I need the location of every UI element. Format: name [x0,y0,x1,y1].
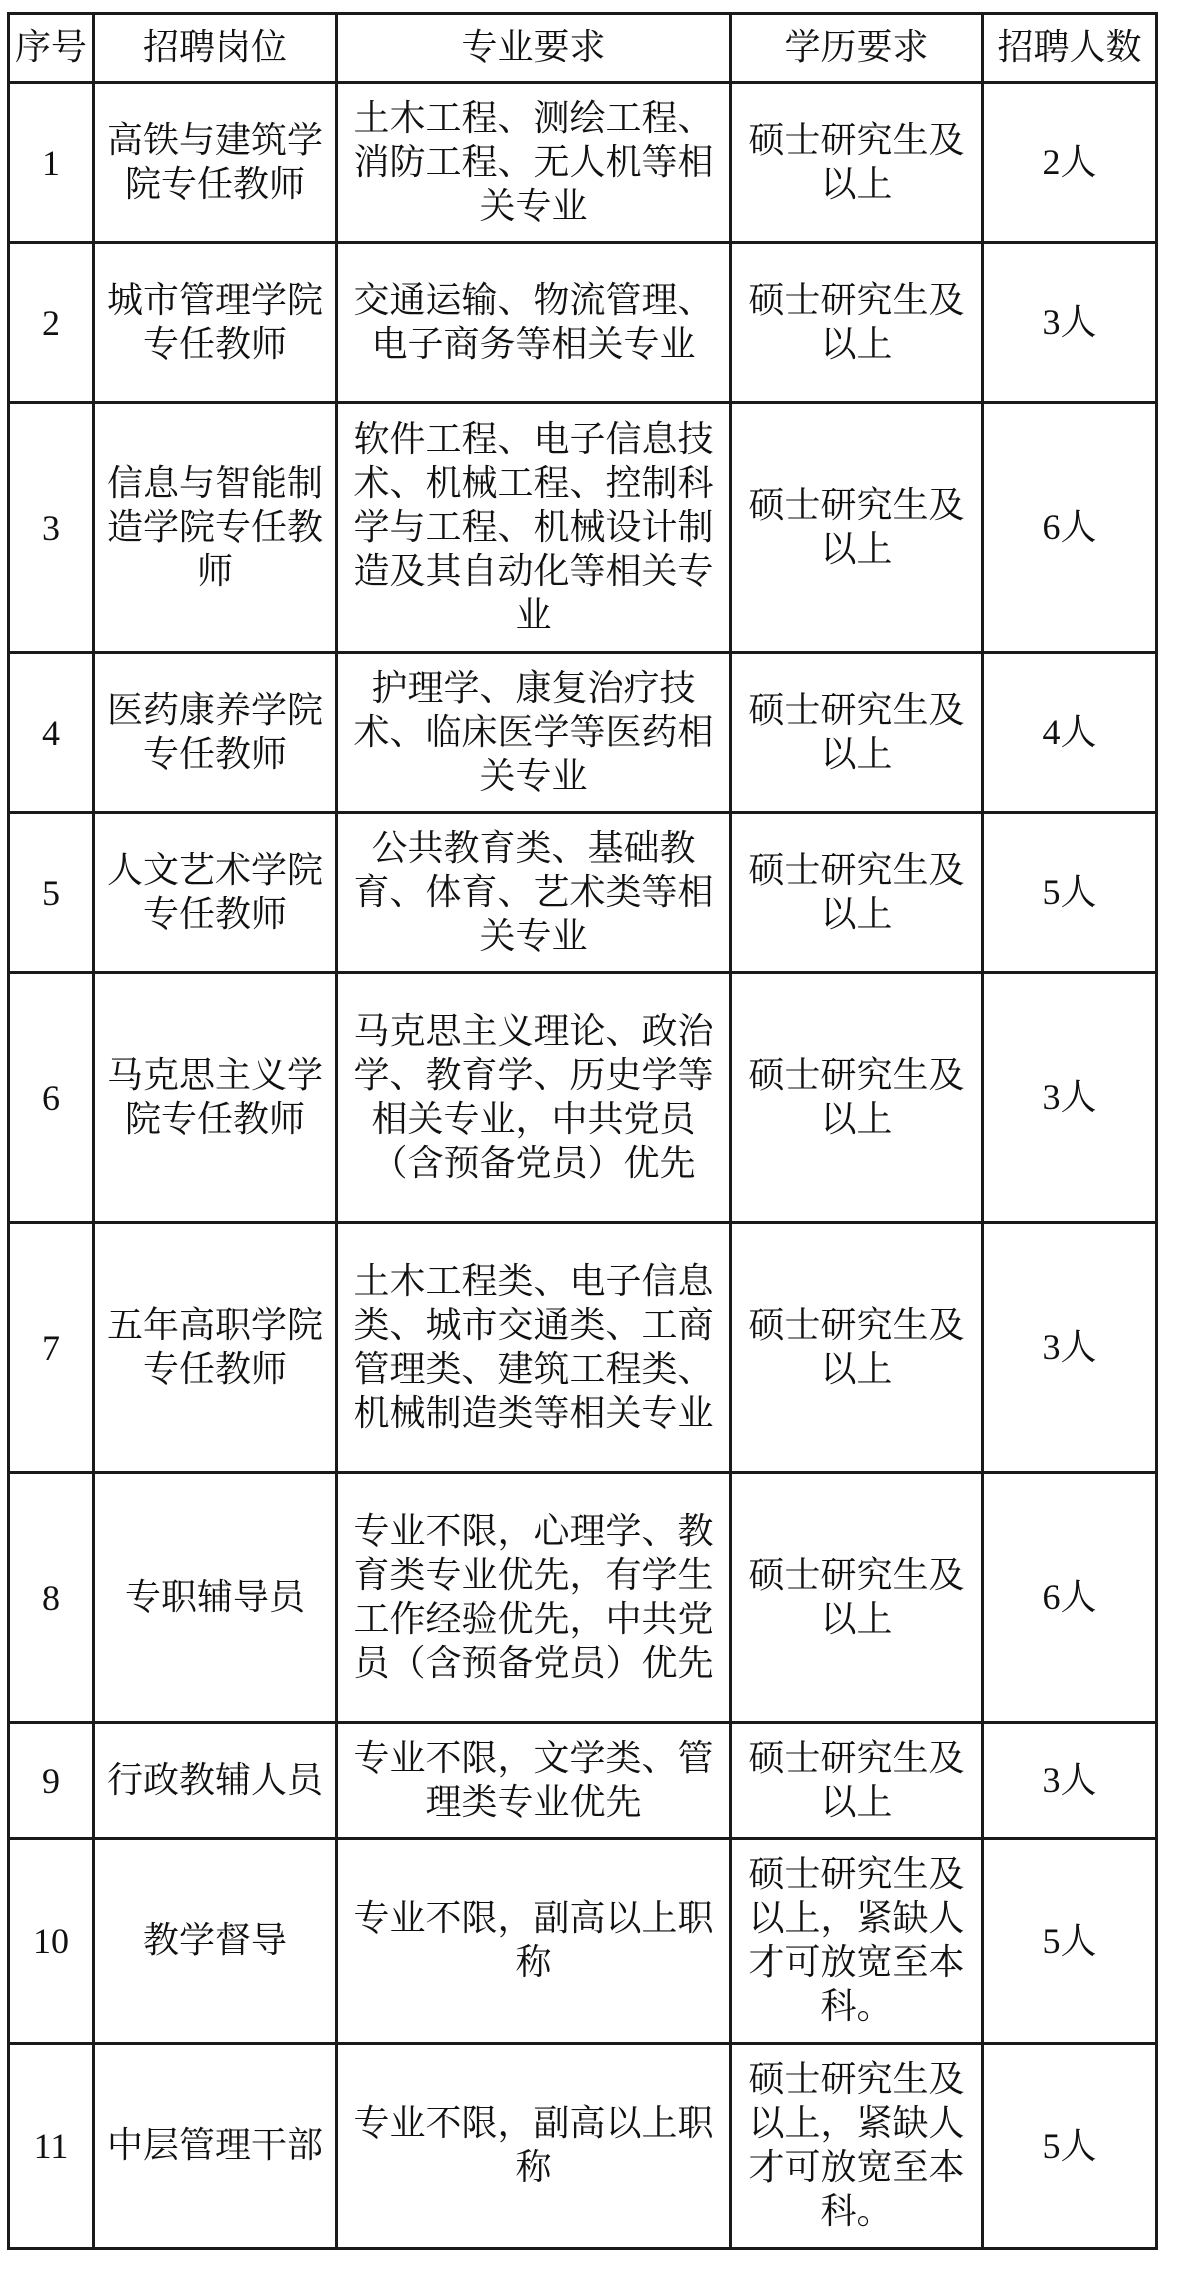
table-row [9,653,1157,813]
recruitment-table [7,12,1158,2250]
cell-education-requirement: 硕士研究生及以上 [731,243,983,403]
cell-education-requirement: 硕士研究生及以上 [731,653,983,813]
cell-education-requirement: 硕士研究生及以上 [731,1473,983,1723]
table-row [9,1473,1157,1723]
header-major-requirement: 专业要求 [337,14,731,83]
table-row [9,973,1157,1223]
cell-education-requirement: 硕士研究生及以上，紧缺人才可放宽至本科。 [731,1839,983,2044]
cell-education-requirement: 硕士研究生及以上 [731,83,983,243]
cell-serial-number: 11 [9,2044,94,2249]
cell-headcount [983,403,1157,653]
cell-education-requirement: 硕士研究生及以上 [731,403,983,653]
cell-education-requirement: 硕士研究生及以上 [731,813,983,973]
cell-major-requirement: 马克思主义理论、政治学、教育学、历史学等相关专业，中共党员（含预备党员）优先 [337,973,731,1223]
cell-headcount [983,813,1157,973]
headcount-value: 3 [1042,302,1061,342]
cell-serial-number: 5 [9,813,94,973]
cell-headcount [983,1223,1157,1473]
headcount-value: 6 [1042,507,1061,547]
headcount-unit: 人 [1060,1760,1097,1801]
table-row [9,1839,1157,2044]
cell-serial-number: 2 [9,243,94,403]
cell-major-requirement: 软件工程、电子信息技术、机械工程、控制科学与工程、机械设计制造及其自动化等相关专业 [337,403,731,653]
header-education-requirement: 学历要求 [731,14,983,83]
cell-education-requirement: 硕士研究生及以上，紧缺人才可放宽至本科。 [731,2044,983,2249]
headcount-unit: 人 [1060,872,1097,913]
cell-major-requirement: 土木工程类、电子信息类、城市交通类、工商管理类、建筑工程类、机械制造类等相关专业 [337,1223,731,1473]
cell-serial-number: 1 [9,83,94,243]
table-row [9,2044,1157,2249]
cell-position: 五年高职学院专任教师 [94,1223,337,1473]
headcount-unit: 人 [1060,1077,1097,1118]
headcount-value: 6 [1042,1577,1061,1617]
headcount-value: 3 [1042,1077,1061,1117]
cell-position: 高铁与建筑学院专任教师 [94,83,337,243]
cell-serial-number: 4 [9,653,94,813]
headcount-unit: 人 [1060,2125,1097,2167]
cell-position: 专职辅导员 [94,1473,337,1723]
cell-major-requirement: 护理学、康复治疗技术、临床医学等医药相关专业 [337,653,731,813]
cell-major-requirement: 专业不限，文学类、管理类专业优先 [337,1723,731,1839]
headcount-unit: 人 [1060,712,1097,753]
cell-major-requirement: 公共教育类、基础教育、体育、艺术类等相关专业 [337,813,731,973]
cell-major-requirement: 专业不限，心理学、教育类专业优先，有学生工作经验优先，中共党员（含预备党员）优先 [337,1473,731,1723]
cell-headcount [983,1473,1157,1723]
cell-headcount [983,2044,1157,2249]
cell-serial-number: 7 [9,1223,94,1473]
headcount-value: 5 [1042,872,1061,912]
headcount-value: 5 [1042,1920,1061,1961]
cell-education-requirement: 硕士研究生及以上 [731,973,983,1223]
cell-position: 马克思主义学院专任教师 [94,973,337,1223]
headcount-value: 2 [1042,142,1061,182]
table-row [9,243,1157,403]
headcount-value: 5 [1042,2125,1061,2166]
table-row [9,83,1157,243]
headcount-value: 3 [1042,1327,1061,1367]
table-row [9,403,1157,653]
cell-position: 人文艺术学院专任教师 [94,813,337,973]
table-header-row [9,14,1157,83]
cell-major-requirement: 专业不限，副高以上职称 [337,2044,731,2249]
cell-serial-number: 8 [9,1473,94,1723]
cell-serial-number: 6 [9,973,94,1223]
cell-serial-number: 3 [9,403,94,653]
headcount-value: 4 [1042,712,1061,752]
table-row [9,1723,1157,1839]
headcount-unit: 人 [1060,302,1097,343]
cell-headcount [983,83,1157,243]
cell-headcount [983,1839,1157,2044]
cell-serial-number: 9 [9,1723,94,1839]
cell-position: 信息与智能制造学院专任教师 [94,403,337,653]
header-position: 招聘岗位 [94,14,337,83]
cell-headcount [983,1723,1157,1839]
cell-major-requirement: 土木工程、测绘工程、消防工程、无人机等相关专业 [337,83,731,243]
headcount-unit: 人 [1060,1920,1097,1962]
table-row [9,813,1157,973]
cell-position: 教学督导 [94,1839,337,2044]
cell-headcount [983,973,1157,1223]
header-headcount: 招聘人数 [983,14,1157,83]
headcount-unit: 人 [1060,507,1097,548]
headcount-unit: 人 [1060,1577,1097,1618]
cell-position: 中层管理干部 [94,2044,337,2249]
cell-position: 行政教辅人员 [94,1723,337,1839]
cell-education-requirement: 硕士研究生及以上 [731,1223,983,1473]
cell-position: 城市管理学院专任教师 [94,243,337,403]
cell-position: 医药康养学院专任教师 [94,653,337,813]
headcount-value: 3 [1042,1760,1061,1800]
headcount-unit: 人 [1060,142,1097,183]
cell-serial-number: 10 [9,1839,94,2044]
cell-major-requirement: 交通运输、物流管理、电子商务等相关专业 [337,243,731,403]
cell-headcount [983,653,1157,813]
headcount-unit: 人 [1060,1327,1097,1368]
cell-major-requirement: 专业不限，副高以上职称 [337,1839,731,2044]
cell-headcount [983,243,1157,403]
table-row [9,1223,1157,1473]
header-serial-number: 序号 [9,14,94,83]
cell-education-requirement: 硕士研究生及以上 [731,1723,983,1839]
